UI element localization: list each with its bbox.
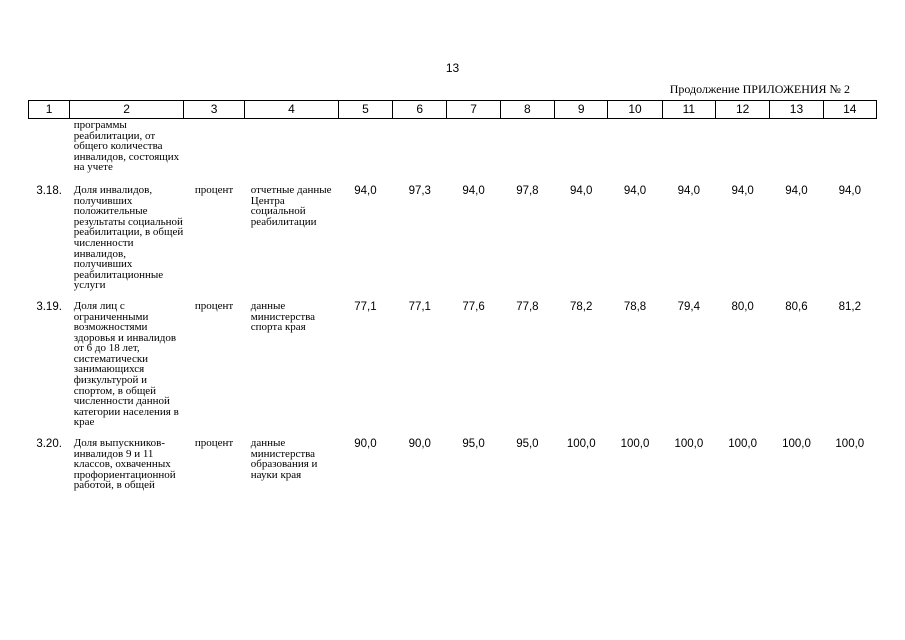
column-header: 3 — [183, 101, 244, 119]
column-header: 11 — [662, 101, 715, 119]
indicators-table — [28, 100, 877, 497]
value-cell: 90,0 — [408, 438, 431, 451]
table-row-continuation — [29, 119, 877, 181]
value-cell: 94,0 — [731, 184, 754, 197]
column-header: 6 — [393, 101, 447, 119]
value-cell: 94,0 — [785, 184, 808, 197]
value-cell: 100,0 — [566, 438, 596, 451]
value-cell: 94,0 — [838, 184, 861, 197]
column-header: 13 — [770, 101, 823, 119]
value-cell: 77,1 — [408, 300, 431, 313]
value-cell: 78,2 — [570, 300, 593, 313]
table-row — [29, 434, 877, 497]
value-cell: 94,0 — [677, 184, 701, 197]
value-cell: 100,0 — [835, 438, 865, 451]
value-cell: 94,0 — [354, 184, 377, 197]
indicator-name: Доля инвалидов, получивших положительные результаты социальной реабилитации, в общей численности инвалидов, получивших реабилитационные услуги — [73, 183, 184, 292]
value-cell: 81,2 — [838, 300, 861, 313]
column-header: 10 — [608, 101, 662, 119]
row-number: 3.19. — [36, 300, 62, 313]
table-row — [29, 181, 877, 297]
value-cell: 94,0 — [570, 184, 593, 197]
data-source: данные министерства образования и науки края — [250, 437, 318, 481]
value-cell: 77,1 — [354, 300, 377, 313]
indicator-name: Доля выпускников-инвалидов 9 и 11 классов, охваченных профориентационной работой, в общей — [73, 437, 176, 492]
value-cell: 94,0 — [623, 184, 647, 197]
value-cell: 79,4 — [677, 300, 701, 313]
value-cell: 77,8 — [516, 300, 539, 313]
value-cell: 80,0 — [731, 300, 754, 313]
column-header: 9 — [555, 101, 608, 119]
value-cell: 95,0 — [462, 438, 485, 451]
value-cell: 94,0 — [462, 184, 485, 197]
row-number: 3.20. — [36, 438, 62, 451]
column-header: 2 — [70, 101, 184, 119]
value-cell: 95,0 — [516, 438, 539, 451]
column-header: 4 — [245, 101, 339, 119]
table-row — [29, 297, 877, 434]
value-cell: 100,0 — [782, 438, 811, 451]
value-cell: 100,0 — [728, 438, 758, 451]
value-cell: 77,6 — [462, 300, 485, 313]
indicator-name: Доля лиц с ограниченными возможностями здоровья и инвалидов от 6 до 18 лет, систематически занимающихся физкультурой и спортом, в общей численности данной категории населения в крае — [73, 299, 179, 429]
value-cell: 80,6 — [785, 300, 808, 313]
appendix-continuation-title: Продолжение ПРИЛОЖЕНИЯ № 2 — [669, 82, 850, 96]
value-cell: 78,8 — [623, 300, 647, 313]
value-cell: 97,3 — [408, 184, 431, 197]
column-header: 8 — [500, 101, 554, 119]
column-header: 7 — [447, 101, 500, 119]
indicator-name: программы реабилитации, от общего количества инвалидов, состоящих на учете — [73, 119, 180, 174]
value-cell: 100,0 — [620, 438, 650, 451]
data-source: данные министерства спорта края — [250, 299, 316, 334]
unit: процент — [194, 437, 234, 450]
value-cell: 100,0 — [674, 438, 704, 451]
data-source: отчетные данные Центра социальной реабилитации — [250, 183, 332, 228]
column-header: 14 — [823, 101, 876, 119]
column-number-header-row — [29, 101, 877, 119]
page-number: 13 — [445, 61, 460, 75]
column-header: 1 — [29, 101, 70, 119]
value-cell: 90,0 — [354, 438, 377, 451]
column-header: 5 — [338, 101, 392, 119]
unit: процент — [194, 183, 234, 196]
unit: процент — [194, 299, 234, 312]
value-cell: 97,8 — [516, 184, 539, 197]
column-header: 12 — [715, 101, 769, 119]
row-number: 3.18. — [36, 184, 62, 197]
